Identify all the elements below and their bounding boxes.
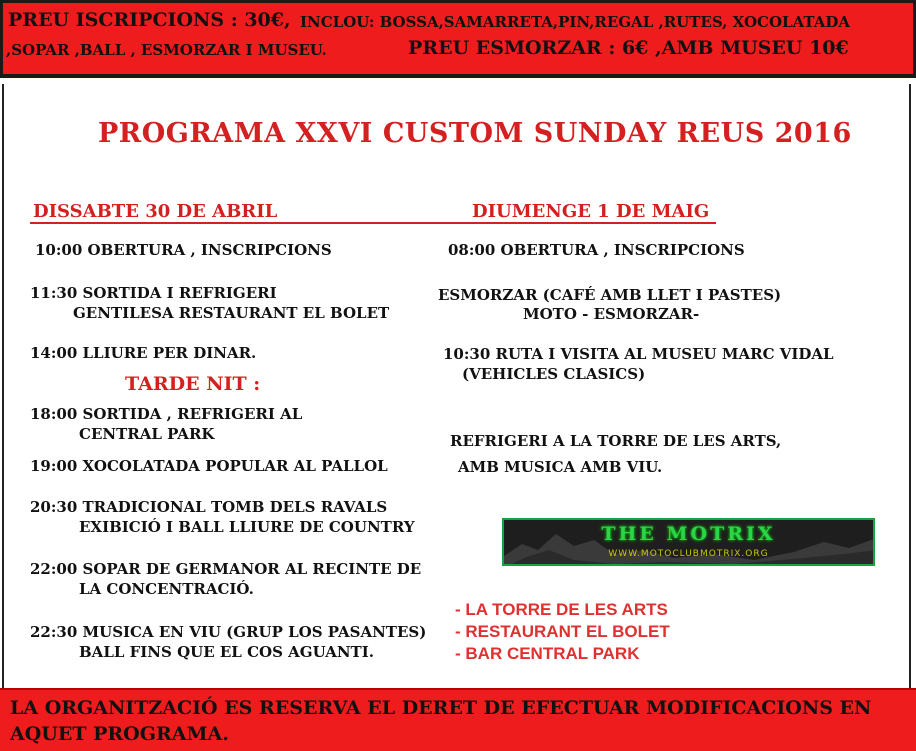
sat-event-1900: 19:00 XOCOLATADA POPULAR AL PALLOL: [30, 457, 388, 475]
sat-event-2200: 22:00 SOPAR DE GERMANOR AL RECINTE DE: [30, 560, 422, 578]
sat-event-1800: 18:00 SORTIDA , REFRIGERI AL: [30, 405, 303, 423]
sat-event-2030-detail: EXIBICIÓ I BALL LLIURE DE COUNTRY: [79, 518, 415, 536]
header-price-breakfast: PREU ESMORZAR : 6€ ,AMB MUSEU 10€: [408, 37, 849, 59]
header-price-registration: PREU ISCRIPCIONS : 30€,: [8, 9, 291, 31]
sat-event-1130-detail: GENTILESA RESTAURANT EL BOLET: [73, 304, 390, 322]
sat-event-1130: 11:30 SORTIDA I REFRIGERI: [30, 284, 277, 302]
sun-event-breakfast: ESMORZAR (CAFÉ AMB LLET I PASTES): [438, 286, 782, 304]
frame-left: [2, 84, 4, 688]
sun-event-1030-detail: (VEHICLES CLASICS): [462, 365, 646, 383]
saturday-underline: [30, 222, 438, 224]
header-includes-cont: ,SOPAR ,BALL , ESMORZAR I MUSEU.: [6, 41, 327, 59]
page-title: PROGRAMA XXVI CUSTOM SUNDAY REUS 2016: [98, 118, 852, 149]
sat-event-1800-detail: CENTRAL PARK: [79, 425, 215, 443]
header-includes: INCLOU: BOSSA,SAMARRETA,PIN,REGAL ,RUTES, XOCOLATADA: [300, 13, 851, 31]
header-banner: [0, 0, 916, 78]
venue-torre: - LA TORRE DE LES ARTS: [455, 600, 668, 619]
sun-event-1030: 10:30 RUTA I VISITA AL MUSEU MARC VIDAL: [443, 345, 834, 363]
saturday-heading: DISSABTE 30 DE ABRIL: [33, 201, 278, 222]
sunday-heading: DIUMENGE 1 DE MAIG: [472, 201, 710, 222]
sponsor-url: WWW.MOTOCLUBMOTRIX.ORG: [608, 549, 769, 559]
frame-right: [909, 84, 911, 688]
sponsor-name: THE MOTRIX: [601, 523, 776, 545]
venue-bolet: - RESTAURANT EL BOLET: [455, 622, 670, 641]
sponsor-banner: [502, 518, 875, 566]
sat-event-1000: 10:00 OBERTURA , INSCRIPCIONS: [35, 241, 332, 259]
sun-event-refreshment-detail: AMB MUSICA AMB VIU.: [458, 458, 663, 476]
footer-notice-line1: LA ORGANITZACIÓ ES RESERVA EL DERET DE EFECTUAR MODIFICACIONS EN: [10, 697, 872, 719]
sun-event-0800: 08:00 OBERTURA , INSCRIPCIONS: [448, 241, 745, 259]
sun-event-breakfast-detail: MOTO - ESMORZAR-: [523, 305, 700, 323]
footer-banner: [0, 688, 916, 751]
footer-notice-line2: AQUET PROGRAMA.: [10, 723, 229, 745]
sat-event-2200-detail: LA CONCENTRACIÓ.: [79, 580, 254, 598]
sunday-underline: [438, 222, 716, 224]
sun-event-refreshment: REFRIGERI A LA TORRE DE LES ARTS,: [450, 432, 782, 450]
sat-event-2030: 20:30 TRADICIONAL TOMB DELS RAVALS: [30, 498, 388, 516]
sat-event-1400: 14:00 LLIURE PER DINAR.: [30, 344, 257, 362]
sat-event-2230-detail: BALL FINS QUE EL COS AGUANTI.: [79, 643, 374, 661]
night-subheading: TARDE NIT :: [125, 373, 261, 395]
venue-central-park: - BAR CENTRAL PARK: [455, 644, 640, 663]
sat-event-2230: 22:30 MUSICA EN VIU (GRUP LOS PASANTES): [30, 623, 427, 641]
